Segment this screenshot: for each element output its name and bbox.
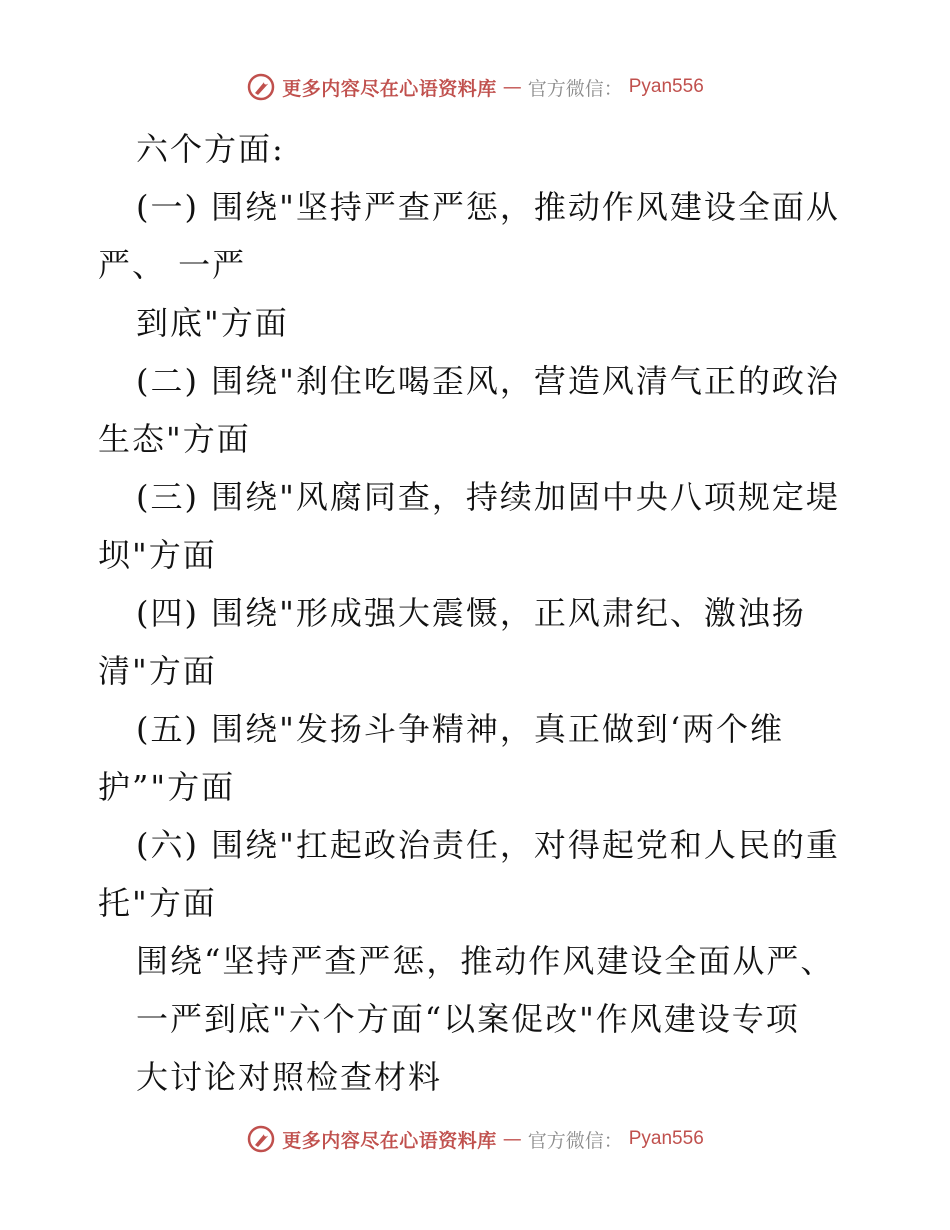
doc-line: 清"方面	[98, 652, 217, 690]
document-body	[98, 120, 858, 1106]
pen-nib-seal-icon	[246, 72, 276, 102]
doc-line: 生态"方面	[98, 420, 251, 458]
doc-line: 坝"方面	[98, 536, 217, 574]
doc-line: 到底"方面	[136, 304, 289, 342]
watermark-dash: —	[502, 1128, 522, 1150]
doc-line: (三) 围绕"风腐同查，持续加固中央八项规定堤	[136, 478, 840, 516]
watermark-wechat-id: Pyan556	[628, 1128, 704, 1149]
watermark-title: 更多内容尽在心语资料库	[282, 77, 497, 100]
watermark-official-label: 官方微信：	[527, 77, 623, 100]
doc-line: 一严到底"六个方面“以案促改"作风建设专项	[136, 1000, 800, 1038]
doc-line: (一) 围绕"坚持严查严惩，推动作风建设全面从	[136, 188, 840, 226]
watermark-wechat-id: Pyan556	[628, 76, 704, 97]
footer-watermark	[0, 1124, 950, 1154]
doc-line: 围绕“坚持严查严惩，推动作风建设全面从严、	[136, 942, 835, 980]
watermark-official-label: 官方微信：	[527, 1129, 623, 1152]
doc-line: (四) 围绕"形成强大震慑，正风肃纪、激浊扬	[136, 594, 806, 632]
doc-line: (二) 围绕"刹住吃喝歪风，营造风清气正的政治	[136, 362, 840, 400]
doc-line: 大讨论对照检查材料	[136, 1058, 443, 1096]
doc-line: (六) 围绕"扛起政治责任，对得起党和人民的重	[136, 826, 840, 864]
doc-line: 严、 一严	[98, 246, 247, 284]
pen-nib-seal-icon	[246, 1124, 276, 1154]
doc-line: 护”"方面	[98, 768, 236, 806]
watermark-title: 更多内容尽在心语资料库	[282, 1129, 497, 1152]
header-watermark	[0, 72, 950, 102]
doc-line: 六个方面:	[136, 130, 285, 168]
watermark-dash: —	[502, 76, 522, 98]
doc-line: (五) 围绕"发扬斗争精神，真正做到‘两个维	[136, 710, 785, 748]
doc-line: 托"方面	[98, 884, 217, 922]
